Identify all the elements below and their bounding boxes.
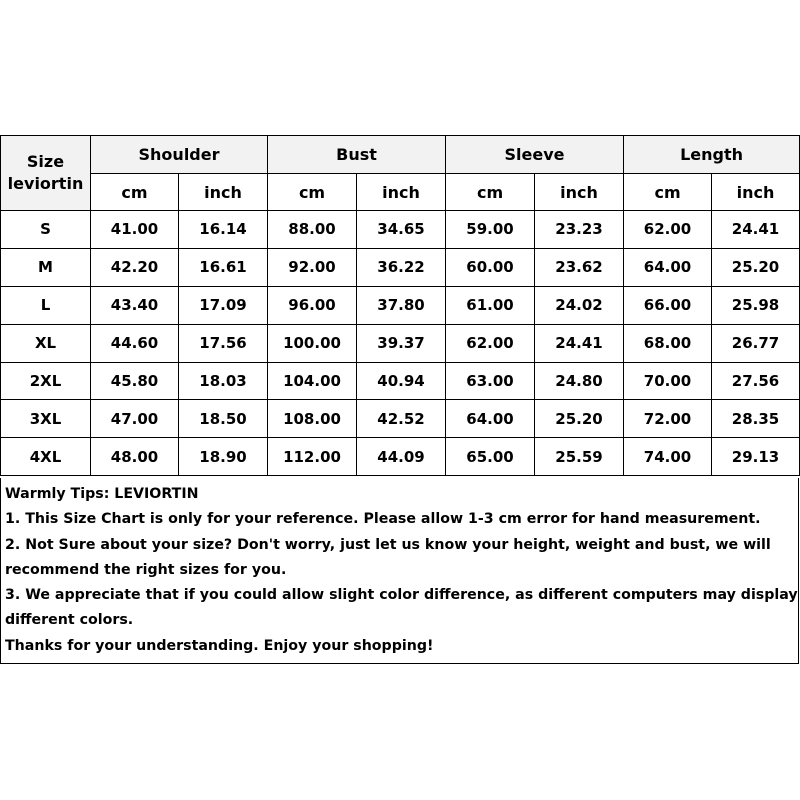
tip-3: 3. We appreciate that if you could allow slight color difference, as different computers may display different colors. [5, 587, 798, 629]
unit-cm-header: cm [446, 174, 535, 211]
measurement-cell: 18.03 [179, 362, 268, 400]
measurement-cell: 24.80 [535, 362, 624, 400]
measurement-cell: 44.09 [357, 438, 446, 476]
measurement-cell: 43.40 [91, 286, 179, 324]
measurement-cell: 70.00 [624, 362, 712, 400]
size-cell: M [1, 248, 91, 286]
table-row [1, 211, 800, 249]
table-row [1, 362, 800, 400]
measurement-cell: 23.23 [535, 211, 624, 249]
measurement-cell: 42.20 [91, 248, 179, 286]
size-header-label: Size [26, 152, 65, 171]
measurement-cell: 44.60 [91, 324, 179, 362]
measurement-cell: 28.35 [712, 400, 800, 438]
measurement-cell: 24.41 [712, 211, 800, 249]
unit-inch-header: inch [179, 174, 268, 211]
measurement-cell: 112.00 [268, 438, 357, 476]
header-row-units [1, 174, 800, 211]
measurement-cell: 68.00 [624, 324, 712, 362]
measurement-cell: 39.37 [357, 324, 446, 362]
table-row [1, 248, 800, 286]
measurement-cell: 25.98 [712, 286, 800, 324]
size-cell: 3XL [1, 400, 91, 438]
measurement-cell: 100.00 [268, 324, 357, 362]
header-row-groups [1, 136, 800, 174]
unit-inch-header: inch [712, 174, 800, 211]
measurement-cell: 59.00 [446, 211, 535, 249]
brand-header-label: leviortin [7, 174, 84, 193]
measurement-cell: 74.00 [624, 438, 712, 476]
size-table [0, 135, 800, 476]
measurement-cell: 34.65 [357, 211, 446, 249]
measurement-cell: 16.14 [179, 211, 268, 249]
tip-1: 1. This Size Chart is only for your reference. Please allow 1-3 cm error for hand measurement. [5, 511, 761, 528]
measurement-cell: 108.00 [268, 400, 357, 438]
measurement-cell: 24.02 [535, 286, 624, 324]
measurement-cell: 18.90 [179, 438, 268, 476]
measurement-cell: 62.00 [446, 324, 535, 362]
size-cell: 2XL [1, 362, 91, 400]
measurement-cell: 45.80 [91, 362, 179, 400]
size-cell: XL [1, 324, 91, 362]
measurement-cell: 25.20 [712, 248, 800, 286]
measurement-cell: 37.80 [357, 286, 446, 324]
measurement-cell: 60.00 [446, 248, 535, 286]
table-row [1, 438, 800, 476]
measurement-cell: 27.56 [712, 362, 800, 400]
measurement-cell: 48.00 [91, 438, 179, 476]
unit-inch-header: inch [357, 174, 446, 211]
table-row [1, 400, 800, 438]
shoulder-header: Shoulder [91, 136, 268, 174]
measurement-cell: 18.50 [179, 400, 268, 438]
measurement-cell: 88.00 [268, 211, 357, 249]
tips-title: Warmly Tips: LEVIORTIN [5, 486, 199, 502]
warmly-tips [0, 478, 799, 664]
measurement-cell: 23.62 [535, 248, 624, 286]
measurement-cell: 41.00 [91, 211, 179, 249]
measurement-cell: 64.00 [624, 248, 712, 286]
measurement-cell: 29.13 [712, 438, 800, 476]
measurement-cell: 47.00 [91, 400, 179, 438]
unit-cm-header: cm [91, 174, 179, 211]
size-header-cell [1, 136, 91, 211]
measurement-cell: 36.22 [357, 248, 446, 286]
measurement-cell: 25.20 [535, 400, 624, 438]
measurement-cell: 17.09 [179, 286, 268, 324]
measurement-cell: 63.00 [446, 362, 535, 400]
size-cell: L [1, 286, 91, 324]
size-chart [0, 135, 799, 665]
sleeve-header: Sleeve [446, 136, 624, 174]
measurement-cell: 96.00 [268, 286, 357, 324]
measurement-cell: 72.00 [624, 400, 712, 438]
measurement-cell: 40.94 [357, 362, 446, 400]
measurement-cell: 64.00 [446, 400, 535, 438]
measurement-cell: 65.00 [446, 438, 535, 476]
measurement-cell: 16.61 [179, 248, 268, 286]
measurement-cell: 25.59 [535, 438, 624, 476]
measurement-cell: 61.00 [446, 286, 535, 324]
size-cell: S [1, 211, 91, 249]
bust-header: Bust [268, 136, 446, 174]
measurement-cell: 104.00 [268, 362, 357, 400]
tip-2: 2. Not Sure about your size? Don't worry, just let us know your height, weight and bust, we will recommend the right sizes for you. [5, 536, 771, 578]
tips-thanks: Thanks for your understanding. Enjoy your shopping! [5, 637, 434, 654]
unit-inch-header: inch [535, 174, 624, 211]
measurement-cell: 62.00 [624, 211, 712, 249]
table-row [1, 286, 800, 324]
measurement-cell: 42.52 [357, 400, 446, 438]
measurement-cell: 92.00 [268, 248, 357, 286]
measurement-cell: 26.77 [712, 324, 800, 362]
unit-cm-header: cm [268, 174, 357, 211]
measurement-cell: 66.00 [624, 286, 712, 324]
measurement-cell: 17.56 [179, 324, 268, 362]
table-row [1, 324, 800, 362]
size-cell: 4XL [1, 438, 91, 476]
unit-cm-header: cm [624, 174, 712, 211]
length-header: Length [624, 136, 800, 174]
measurement-cell: 24.41 [535, 324, 624, 362]
